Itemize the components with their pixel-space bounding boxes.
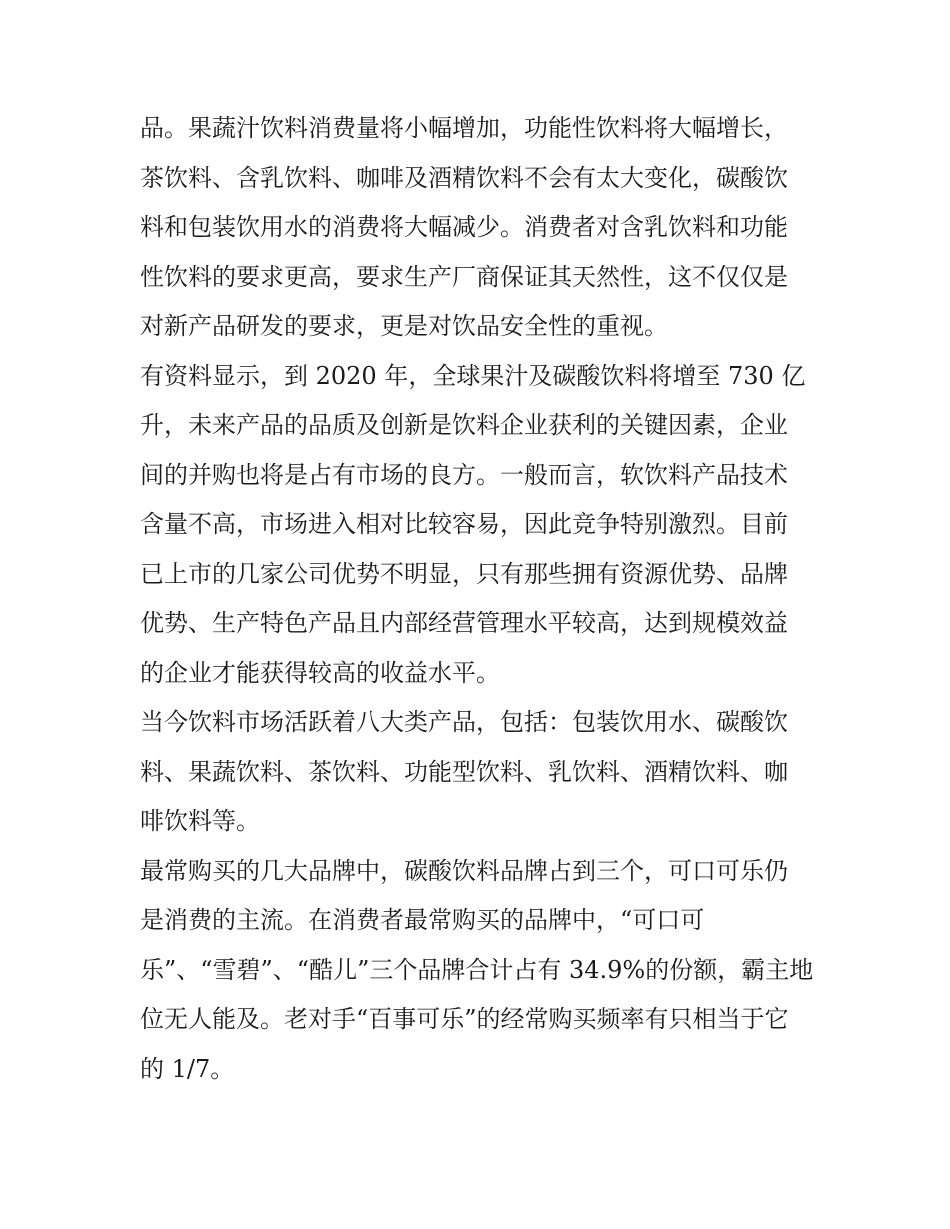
text-line: 乐”、“雪碧”、“酷儿”三个品牌合计占有 34.9%的份额，霸主地 [140, 955, 814, 984]
text-line: 位无人能及。老对手“百事可乐”的经常购买频率有只相当于它 [140, 1005, 789, 1033]
document-body [140, 104, 812, 1094]
text-line: 当今饮料市场活跃着八大类产品，包括：包装饮用水、碳酸饮 [140, 708, 788, 736]
text-line: 优势、生产特色产品且内部经营管理水平较高，达到规模效益 [140, 609, 788, 637]
text-line: 性饮料的要求更高，要求生产厂商保证其天然性，这不仅仅是 [140, 262, 788, 291]
paragraph-product-categories [140, 698, 812, 847]
text-line: 料、果蔬饮料、茶饮料、功能型饮料、乳饮料、酒精饮料、咖 [140, 757, 788, 786]
text-line: 茶饮料、含乳饮料、咖啡及酒精饮料不会有太大变化，碳酸饮 [140, 163, 788, 192]
text-line: 有资料显示，到 2020 年，全球果汁及碳酸饮料将增至 730 亿 [140, 361, 806, 390]
text-line: 是消费的主流。在消费者最常购买的品牌中，“可口可 [140, 906, 705, 934]
paragraph-market-outlook [140, 352, 812, 699]
text-line: 已上市的几家公司优势不明显，只有那些拥有资源优势、品牌 [140, 559, 788, 588]
text-line: 升，未来产品的品质及创新是饮料企业获利的关键因素，企业 [140, 411, 788, 439]
text-line: 最常购买的几大品牌中，碳酸饮料品牌占到三个，可口可乐仍 [140, 856, 788, 885]
text-line: 的 1/7。 [140, 1054, 235, 1083]
text-line: 料和包装饮用水的消费将大幅减少。消费者对含乳饮料和功能 [140, 213, 788, 241]
text-line: 品。果蔬汁饮料消费量将小幅增加，功能性饮料将大幅增长， [140, 114, 788, 142]
text-line: 的企业才能获得较高的收益水平。 [140, 658, 500, 687]
paragraph-consumption-trends [140, 104, 812, 352]
text-line: 对新产品研发的要求，更是对饮品安全性的重视。 [140, 312, 668, 340]
text-line: 啡饮料等。 [140, 807, 260, 835]
text-line: 含量不高，市场进入相对比较容易，因此竞争特别激烈。目前 [140, 510, 788, 538]
paragraph-brand-share [140, 847, 812, 1095]
text-line: 间的并购也将是占有市场的良方。一般而言，软饮料产品技术 [140, 460, 788, 489]
